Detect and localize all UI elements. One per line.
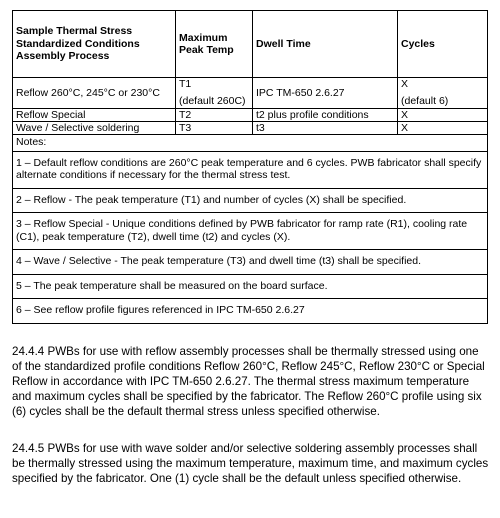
header-process: Sample Thermal Stress Standardized Conditions Assembly Process <box>13 11 176 78</box>
header-cycles: Cycles <box>398 11 488 78</box>
note-row <box>13 299 488 324</box>
note-1: 1 – Default reflow conditions are 260°C peak temperature and 6 cycles. PWB fabricator shall specify alternate conditions if necessary for the thermal stress test. <box>13 151 488 188</box>
cell-dwell: t2 plus profile conditions <box>253 109 398 122</box>
note-3: 3 – Reflow Special - Unique conditions defined by PWB fabricator for ramp rate (R1), cooling rate (C1), peak temperature (T2), dwell time (t2) and cycles (X). <box>13 213 488 250</box>
cell-process: Reflow 260°C, 245°C or 230°C <box>13 78 176 109</box>
cell-cycles-value: X <box>401 78 409 90</box>
cell-cycles: X <box>398 122 488 135</box>
cell-temp-note: (default 260C) <box>179 94 246 107</box>
cell-temp: T3 <box>176 122 253 135</box>
note-6: 6 – See reflow profile figures referenced in IPC TM-650 2.6.27 <box>13 299 488 324</box>
table-row <box>13 122 488 135</box>
note-2: 2 – Reflow - The peak temperature (T1) and number of cycles (X) shall be specified. <box>13 188 488 213</box>
note-row <box>13 151 488 188</box>
header-dwell-time: Dwell Time <box>253 11 398 78</box>
table-row <box>13 78 488 109</box>
cell-process: Reflow Special <box>13 109 176 122</box>
paragraph-24-4-5: 24.4.5 PWBs for use with wave solder and/or selective soldering assembly processes shall be thermally stressed using the maximum temperature, maximum time, and maximum cycles specified by the fabricator. One (1) cycle shall be the default unless specified otherwise. <box>12 442 489 485</box>
paragraph-24-4-4: 24.4.4 PWBs for use with reflow assembly processes shall be thermally stressed using one of the standardized profile conditions Reflow 260°C, Reflow 245°C, Reflow 230°C or Special Reflow in accordance with IPC TM-650 2.6.27. The thermal stress maximum temperature and maximum cycles shall be specified by the fabricator. The Reflow 260°C profile using six (6) cycles shall be the default thermal stress unless specified otherwise. <box>12 345 485 418</box>
note-4: 4 – Wave / Selective - The peak temperature (T3) and dwell time (t3) shall be specified. <box>13 250 488 275</box>
cell-dwell: IPC TM-650 2.6.27 <box>253 78 398 109</box>
cell-temp <box>176 78 253 109</box>
cell-cycles <box>398 78 488 109</box>
note-5: 5 – The peak temperature shall be measured on the board surface. <box>13 274 488 299</box>
cell-temp: T2 <box>176 109 253 122</box>
note-row <box>13 274 488 299</box>
notes-label-row <box>13 135 488 152</box>
note-row <box>13 213 488 250</box>
cell-temp-value: T1 <box>179 78 192 90</box>
table-row <box>13 109 488 122</box>
note-row <box>13 188 488 213</box>
notes-label: Notes: <box>13 135 488 152</box>
cell-cycles-note: (default 6) <box>401 94 449 107</box>
note-row <box>13 250 488 275</box>
cell-cycles: X <box>398 109 488 122</box>
cell-process: Wave / Selective soldering <box>13 122 176 135</box>
thermal-stress-table <box>12 10 488 324</box>
cell-dwell: t3 <box>253 122 398 135</box>
table-header-row <box>13 11 488 78</box>
header-max-peak-temp: Maximum Peak Temp <box>176 11 253 78</box>
